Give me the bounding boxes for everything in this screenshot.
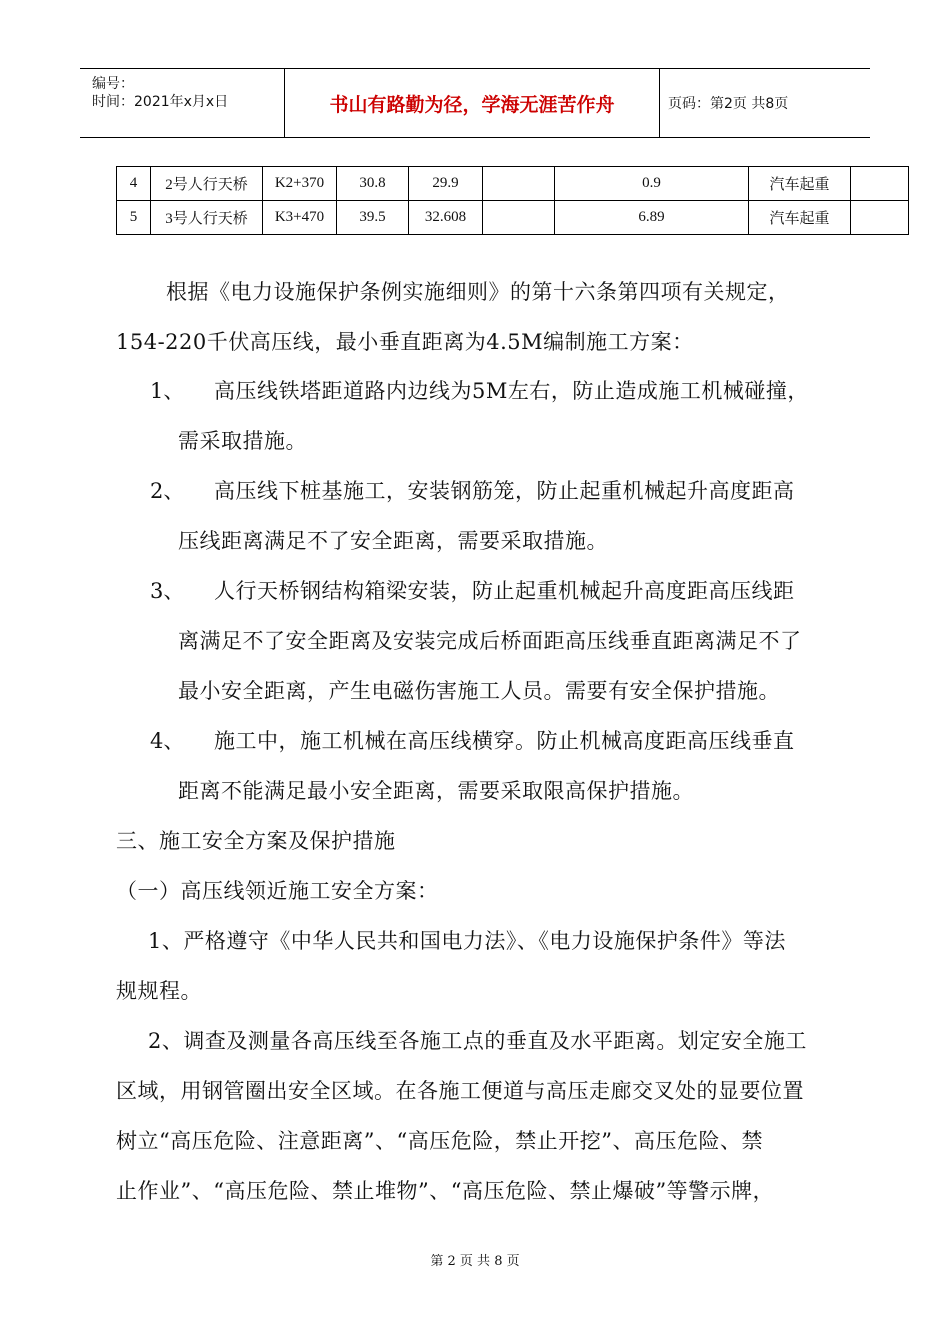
table-cell: 30.8 bbox=[337, 167, 409, 201]
paragraph-2-line-1: 2、调查及测量各高压线至各施工点的垂直及水平距离。划定安全施工 bbox=[148, 1029, 807, 1053]
table-cell: 39.5 bbox=[337, 201, 409, 235]
page-footer: 第 2 页 共 8 页 bbox=[430, 1254, 520, 1269]
table-cell bbox=[851, 167, 909, 201]
table-cell: 汽车起重 bbox=[749, 201, 851, 235]
paragraph-2-line-3: 树立“高压危险、注意距离”、“高压危险，禁止开挖”、高压危险、禁 bbox=[116, 1129, 763, 1153]
table-cell: 4 bbox=[117, 167, 151, 201]
table-cell: 5 bbox=[117, 201, 151, 235]
item-3-line-1: 人行天桥钢结构箱梁安装，防止起重机械起升高度距高压线距 bbox=[214, 579, 795, 603]
item-4-line-1: 施工中，施工机械在高压线横穿。防止机械高度距高压线垂直 bbox=[214, 729, 795, 753]
item-2-line-2: 压线距离满足不了安全距离，需要采取措施。 bbox=[178, 529, 608, 553]
table-cell: 3号人行天桥 bbox=[151, 201, 263, 235]
table-row bbox=[117, 167, 909, 201]
header-page-info: 页码：第2页 共8页 bbox=[668, 96, 789, 112]
table-cell: 6.89 bbox=[555, 201, 749, 235]
table-cell: 0.9 bbox=[555, 167, 749, 201]
table-cell: K3+470 bbox=[263, 201, 337, 235]
table-cell: 汽车起重 bbox=[749, 167, 851, 201]
table-cell: K2+370 bbox=[263, 167, 337, 201]
item-4-line-2: 距离不能满足最小安全距离，需要采取限高保护措施。 bbox=[178, 779, 694, 803]
paragraph-1-line-2: 规规程。 bbox=[116, 979, 202, 1003]
table-cell: 29.9 bbox=[409, 167, 483, 201]
data-table bbox=[116, 166, 909, 235]
paragraph-1-line-1: 1、严格遵守《中华人民共和国电力法》、《电力设施保护条件》等法 bbox=[148, 929, 786, 953]
paragraph-2-line-4: 止作业”、“高压危险、禁止堆物”、“高压危险、禁止爆破”等警示牌， bbox=[116, 1179, 775, 1203]
table-row bbox=[117, 201, 909, 235]
paragraph-2-line-2: 区域，用钢管圈出安全区域。在各施工便道与高压走廊交叉处的显要位置 bbox=[116, 1079, 804, 1103]
subsection-heading: （一）高压线领近施工安全方案： bbox=[116, 879, 439, 903]
table-cell: 32.608 bbox=[409, 201, 483, 235]
number-label: 编号： bbox=[92, 76, 134, 92]
item-4-number: 4、 bbox=[150, 729, 185, 753]
table-cell bbox=[483, 201, 555, 235]
item-2-number: 2、 bbox=[150, 479, 185, 503]
intro-line-2: 154-220千伏高压线，最小垂直距离为4.5M编制施工方案： bbox=[116, 330, 694, 354]
header-motto: 书山有路勤为径，学海无涯苦作舟 bbox=[285, 69, 660, 137]
time-label: 时间：2021年x月x日 bbox=[92, 94, 229, 110]
item-1-line-1: 高压线铁塔距道路内边线为5M左右，防止造成施工机械碰撞， bbox=[214, 379, 809, 403]
section-heading: 三、施工安全方案及保护措施 bbox=[116, 829, 396, 853]
page-header bbox=[80, 68, 870, 138]
item-1-number: 1、 bbox=[150, 379, 185, 403]
item-3-number: 3、 bbox=[150, 579, 185, 603]
item-3-line-3: 最小安全距离，产生电磁伤害施工人员。需要有安全保护措施。 bbox=[178, 679, 780, 703]
header-meta bbox=[80, 69, 285, 137]
item-1-line-2: 需采取措施。 bbox=[178, 429, 307, 453]
table-cell bbox=[483, 167, 555, 201]
table-cell bbox=[851, 201, 909, 235]
table-cell: 2号人行天桥 bbox=[151, 167, 263, 201]
intro-line-1: 根据《电力设施保护条例实施细则》的第十六条第四项有关规定， bbox=[166, 280, 790, 304]
item-2-line-1: 高压线下桩基施工，安装钢筋笼，防止起重机械起升高度距高 bbox=[214, 479, 795, 503]
item-3-line-2: 离满足不了安全距离及安装完成后桥面距高压线垂直距离满足不了 bbox=[178, 629, 802, 653]
